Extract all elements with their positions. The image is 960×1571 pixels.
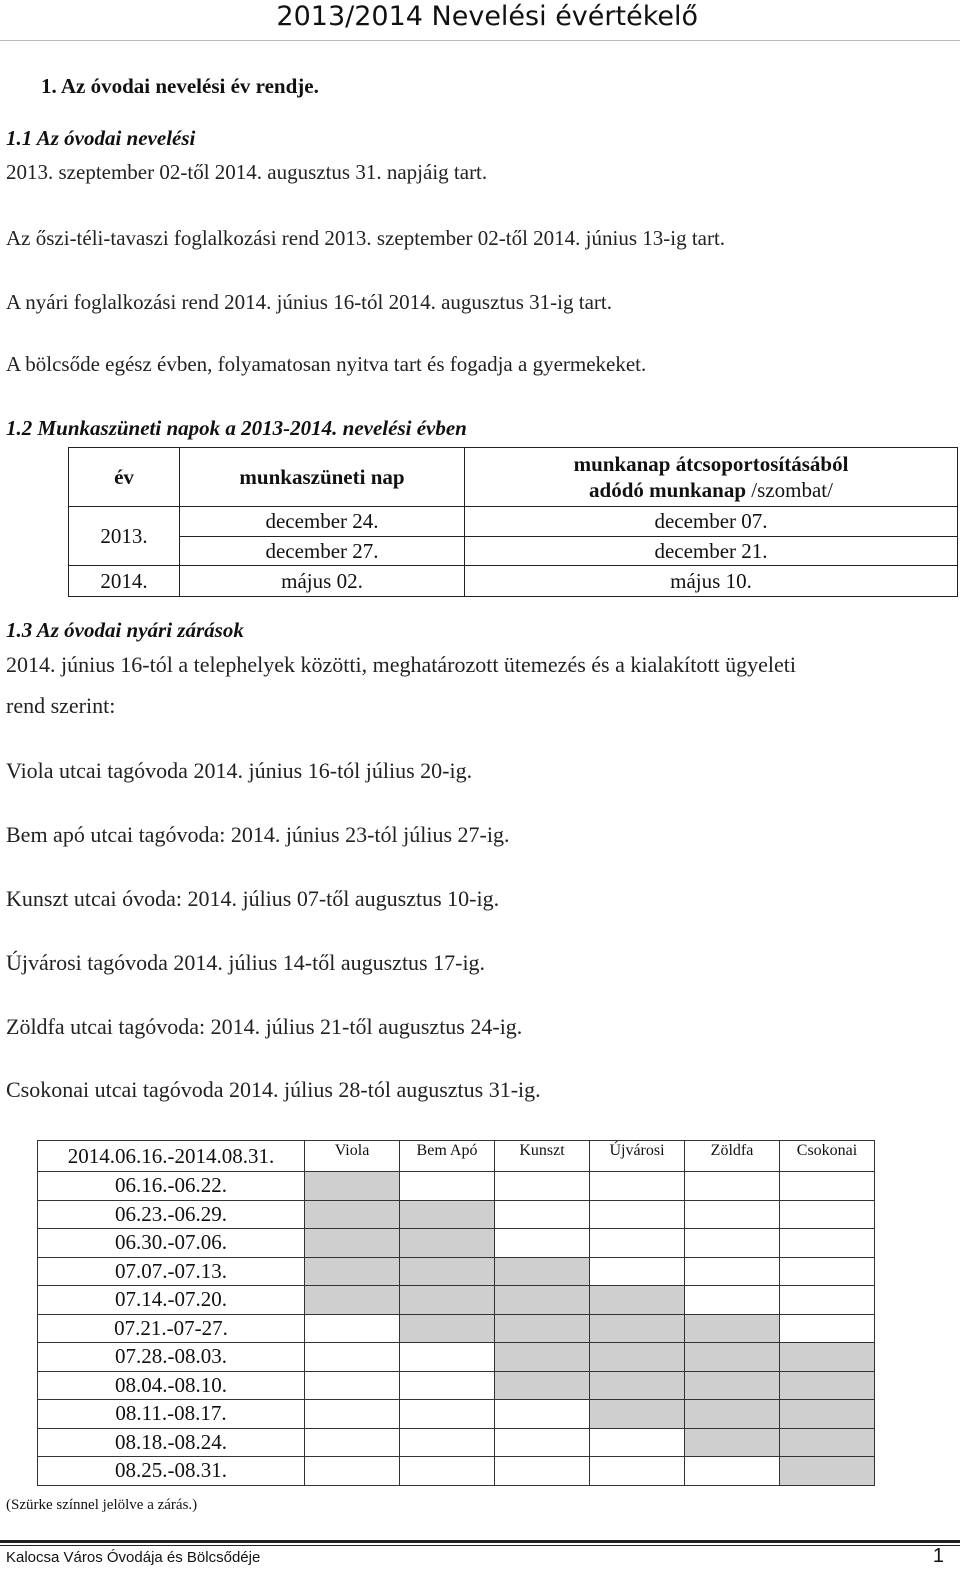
open-cell — [400, 1172, 495, 1201]
table-cell-workday: december 21. — [465, 536, 958, 566]
open-cell — [495, 1400, 590, 1429]
table-cell-holiday: május 02. — [180, 566, 465, 597]
closing-item: Viola utcai tagóvoda 2014. június 16-tól július 20-ig. — [6, 758, 473, 783]
open-cell — [495, 1457, 590, 1486]
table-row — [38, 1428, 875, 1457]
col-header-workday-suffix: /szombat/ — [746, 478, 833, 502]
closed-cell — [305, 1229, 400, 1258]
closing-column-header: Bem Apó — [400, 1141, 495, 1172]
closed-cell — [400, 1286, 495, 1315]
col-header-year: év — [69, 448, 180, 507]
closing-column-header: Kunszt — [495, 1141, 590, 1172]
table-row — [38, 1200, 875, 1229]
closed-cell — [590, 1314, 685, 1343]
closed-cell — [780, 1428, 875, 1457]
section-1-heading: 1. Az óvodai nevelési év rendje. — [41, 74, 319, 98]
open-cell — [495, 1229, 590, 1258]
table-row — [38, 1257, 875, 1286]
closed-cell — [400, 1229, 495, 1258]
closed-cell — [305, 1200, 400, 1229]
section-1-3-heading: 1.3 Az óvodai nyári zárások — [6, 618, 244, 642]
closed-cell — [590, 1343, 685, 1372]
section-1-1-heading: 1.1 Az óvodai nevelési — [6, 126, 196, 150]
section-1-2-heading: 1.2 Munkaszüneti napok a 2013-2014. nevelési évben — [6, 416, 467, 440]
closed-cell — [400, 1200, 495, 1229]
footer-page-number: 1 — [932, 1545, 944, 1567]
closed-cell — [780, 1400, 875, 1429]
closing-item: Zöldfa utcai tagóvoda: 2014. július 21-től augusztus 24-ig. — [6, 1014, 523, 1039]
open-cell — [495, 1428, 590, 1457]
table-row — [38, 1371, 875, 1400]
week-label: 08.11.-08.17. — [38, 1400, 305, 1429]
week-label: 08.18.-08.24. — [38, 1428, 305, 1457]
week-label: 06.23.-06.29. — [38, 1200, 305, 1229]
closing-item: Bem apó utcai tagóvoda: 2014. június 23-tól július 27-ig. — [6, 822, 510, 847]
closed-cell — [780, 1371, 875, 1400]
paragraph-line: 2013. szeptember 02-től 2014. augusztus 31. napjáig tart. — [6, 160, 488, 184]
week-label: 07.28.-08.03. — [38, 1343, 305, 1372]
table-row — [38, 1286, 875, 1315]
open-cell — [400, 1428, 495, 1457]
open-cell — [685, 1229, 780, 1258]
closed-cell — [495, 1343, 590, 1372]
col-header-workday-line2: adódó munkanap — [589, 478, 747, 502]
closed-cell — [495, 1371, 590, 1400]
table-cell-workday: május 10. — [465, 566, 958, 597]
table-legend-note: (Szürke színnel jelölve a zárás.) — [6, 1497, 198, 1513]
closed-cell — [685, 1343, 780, 1372]
closed-cell — [305, 1257, 400, 1286]
table-row — [38, 1172, 875, 1201]
open-cell — [590, 1428, 685, 1457]
closed-cell — [590, 1400, 685, 1429]
open-cell — [305, 1400, 400, 1429]
open-cell — [400, 1343, 495, 1372]
open-cell — [780, 1257, 875, 1286]
closed-cell — [685, 1428, 780, 1457]
open-cell — [685, 1457, 780, 1486]
open-cell — [590, 1457, 685, 1486]
open-cell — [590, 1172, 685, 1201]
holiday-table — [68, 447, 958, 597]
closed-cell — [305, 1172, 400, 1201]
col-header-workday — [465, 448, 958, 507]
closing-column-header: Csokonai — [780, 1141, 875, 1172]
closed-cell — [495, 1286, 590, 1315]
table-row — [38, 1229, 875, 1258]
open-cell — [685, 1200, 780, 1229]
open-cell — [305, 1343, 400, 1372]
week-label: 08.25.-08.31. — [38, 1457, 305, 1486]
footer-divider-thin — [0, 1545, 960, 1546]
footer-institution: Kalocsa Város Óvodája és Bölcsődéje — [6, 1549, 261, 1566]
closed-cell — [780, 1343, 875, 1372]
open-cell — [685, 1286, 780, 1315]
closed-cell — [495, 1257, 590, 1286]
closing-column-header: Zöldfa — [685, 1141, 780, 1172]
open-cell — [780, 1286, 875, 1315]
footer-divider — [0, 1540, 960, 1543]
paragraph-line: 2014. június 16-tól a telephelyek közötti, meghatározott ütemezés és a kialakított ügyeleti — [6, 652, 796, 677]
table-row — [38, 1343, 875, 1372]
open-cell — [400, 1457, 495, 1486]
closing-item: Újvárosi tagóvoda 2014. július 14-től augusztus 17-ig. — [6, 950, 486, 975]
week-label: 08.04.-08.10. — [38, 1371, 305, 1400]
closed-cell — [685, 1371, 780, 1400]
col-header-workday-line1: munkanap átcsoportosításából — [573, 452, 849, 476]
paragraph-line: A nyári foglalkozási rend 2014. június 16-tól 2014. augusztus 31-ig tart. — [6, 290, 612, 314]
open-cell — [780, 1314, 875, 1343]
open-cell — [780, 1200, 875, 1229]
open-cell — [400, 1400, 495, 1429]
open-cell — [590, 1257, 685, 1286]
open-cell — [590, 1200, 685, 1229]
open-cell — [305, 1314, 400, 1343]
open-cell — [685, 1172, 780, 1201]
closing-item: Csokonai utcai tagóvoda 2014. július 28-tól augusztus 31-ig. — [6, 1077, 541, 1102]
closed-cell — [685, 1400, 780, 1429]
open-cell — [305, 1428, 400, 1457]
open-cell — [305, 1371, 400, 1400]
closed-cell — [590, 1371, 685, 1400]
closed-cell — [400, 1257, 495, 1286]
week-label: 07.21.-07-27. — [38, 1314, 305, 1343]
open-cell — [780, 1172, 875, 1201]
table-cell-year: 2014. — [69, 566, 180, 597]
week-label: 07.14.-07.20. — [38, 1286, 305, 1315]
week-label: 07.07.-07.13. — [38, 1257, 305, 1286]
closed-cell — [400, 1314, 495, 1343]
table-row — [38, 1400, 875, 1429]
open-cell — [495, 1172, 590, 1201]
week-label: 06.16.-06.22. — [38, 1172, 305, 1201]
paragraph-line: Az őszi-téli-tavaszi foglalkozási rend 2013. szeptember 02-től 2014. június 13-ig tart. — [6, 226, 726, 250]
open-cell — [495, 1200, 590, 1229]
table-cell-workday: december 07. — [465, 507, 958, 537]
open-cell — [780, 1229, 875, 1258]
closed-cell — [780, 1457, 875, 1486]
closed-cell — [590, 1286, 685, 1315]
paragraph-line: A bölcsőde egész évben, folyamatosan nyitva tart és fogadja a gyermekeket. — [6, 352, 647, 376]
closing-item: Kunszt utcai óvoda: 2014. július 07-től augusztus 10-ig. — [6, 886, 500, 911]
closed-cell — [685, 1314, 780, 1343]
header-divider — [0, 40, 960, 41]
closed-cell — [495, 1314, 590, 1343]
table-row — [38, 1314, 875, 1343]
open-cell — [305, 1457, 400, 1486]
col-header-holiday: munkaszüneti nap — [180, 448, 465, 507]
open-cell — [590, 1229, 685, 1258]
table-cell-holiday: december 27. — [180, 536, 465, 566]
week-label: 06.30.-07.06. — [38, 1229, 305, 1258]
paragraph-line: rend szerint: — [6, 693, 116, 718]
open-cell — [400, 1371, 495, 1400]
table-row — [38, 1457, 875, 1486]
closing-column-header: Viola — [305, 1141, 400, 1172]
page-header-title: 2013/2014 Nevelési évértékelő — [276, 1, 698, 32]
closing-period-label: 2014.06.16.-2014.08.31. — [38, 1141, 305, 1172]
closed-cell — [305, 1286, 400, 1315]
closing-column-header: Újvárosi — [590, 1141, 685, 1172]
closing-schedule-table — [37, 1140, 875, 1486]
open-cell — [685, 1257, 780, 1286]
table-cell-holiday: december 24. — [180, 507, 465, 537]
table-cell-year: 2013. — [69, 507, 180, 566]
